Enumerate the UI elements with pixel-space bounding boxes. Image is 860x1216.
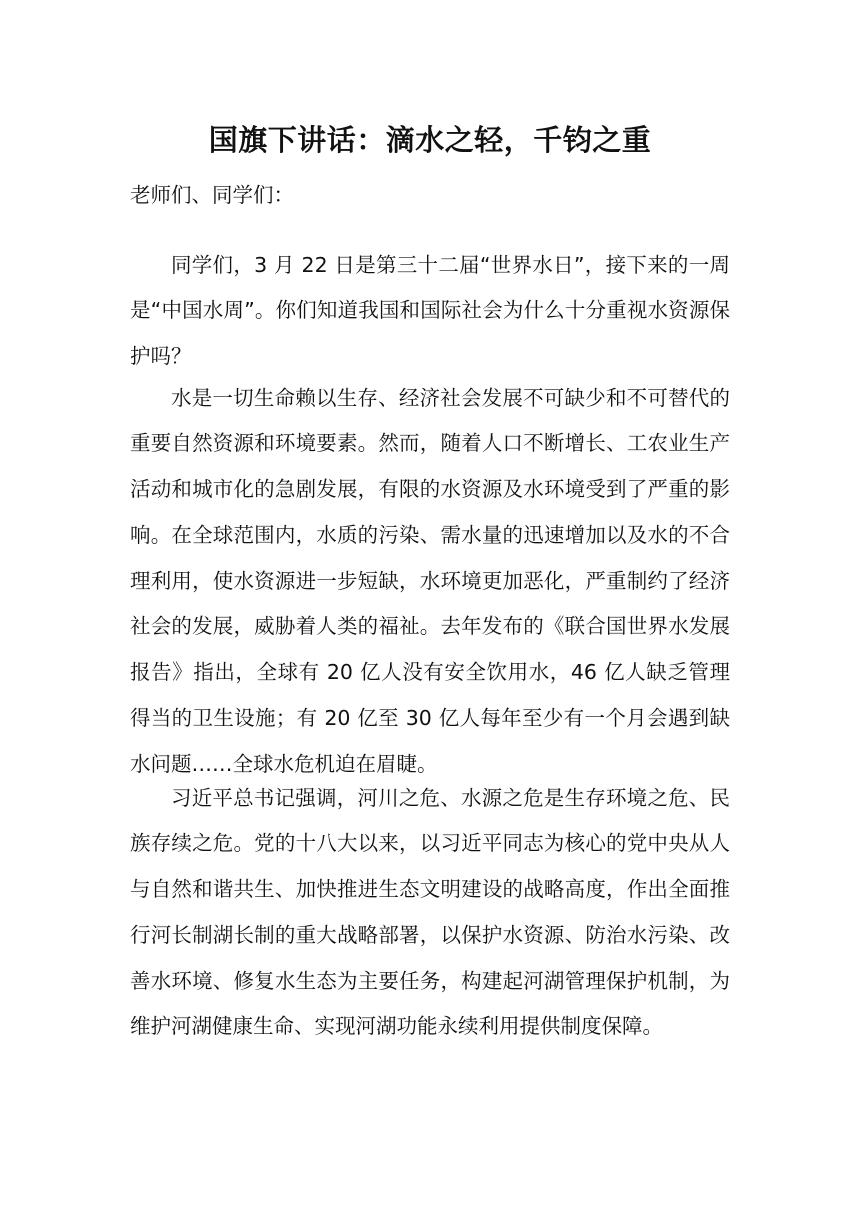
paragraph-3: 习近平总书记强调，河川之危、水源之危是生存环境之危、民族存续之危。党的十八大以来，以习近平同志为核心的党中央从人与自然和谐共生、加快推进生态文明建设的战略高度，作出全面推行河长制湖长制的重大战略部署，以保护水资源、防治水污染、改善水环境、修复水生态为主要任务，构建起河湖管理保护机制，为维护河湖健康生命、实现河湖功能永续利用提供制度保障。	[130, 785, 730, 1039]
paragraph-1: 同学们，3 月 22 日是第三十二届“世界水日”，接下来的一周是“中国水周”。你们知道我国和国际社会为什么十分重视水资源保护吗？	[130, 252, 730, 369]
greeting: 老师们、同学们：	[130, 183, 294, 207]
document-title: 国旗下讲话：滴水之轻，千钧之重	[208, 123, 652, 157]
paragraph-2: 水是一切生命赖以生存、经济社会发展不可缺少和不可替代的重要自然资源和环境要素。然而，随着人口不断增长、工农业生产活动和城市化的急剧发展，有限的水资源及水环境受到了严重的影响。在全球范围内，水质的污染、需水量的迅速增加以及水的不合理利用，使水资源进一步短缺，水环境更加恶化，严重制约了经济社会的发展，威胁着人类的福祉。去年发布的《联合国世界水发展报告》指出，全球有 20 亿人没有安全饮用水，46 亿人缺乏管理得当的卫生设施；有 20 亿至 30 亿人每年至少有一个月会遇到缺水问题……全球水危机迫在眉睫。	[130, 385, 730, 776]
